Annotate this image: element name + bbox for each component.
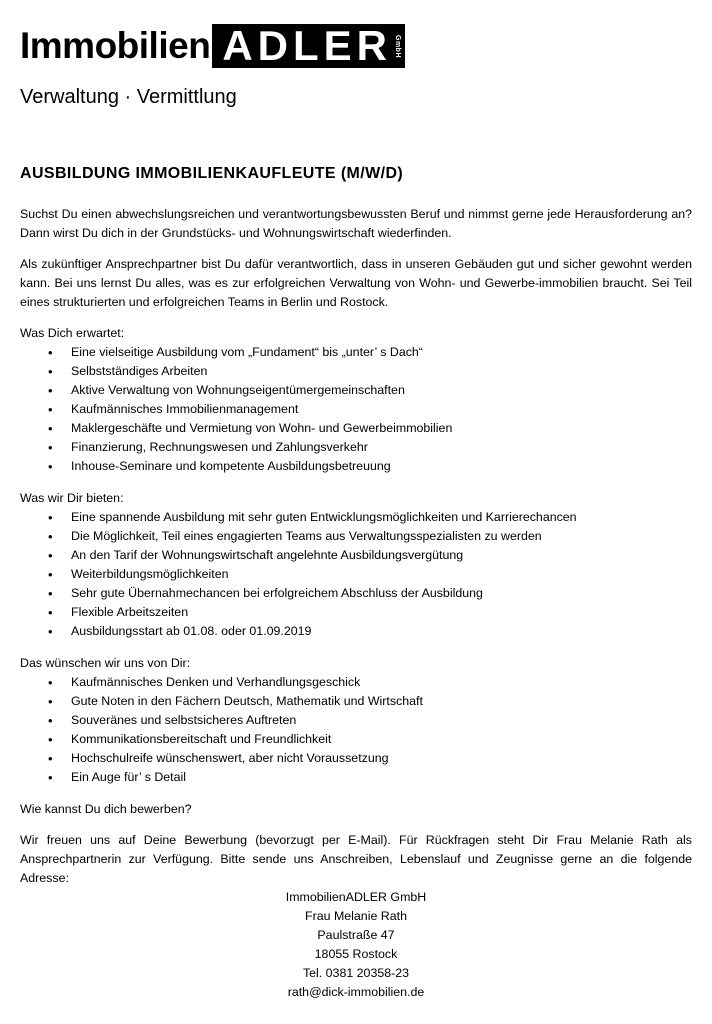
intro-paragraph: Als zukünftiger Ansprechpartner bist Du dafür verantwortlich, dass in unseren Gebäuden gut und sicher gewohnt werden kann. Bei uns lernst Du alles, was es zur erfolgreichen Verwaltung von Wohn- und Gewerbe-immobilien braucht. Sei Teil eines strukturierten und erfolgreichen Teams in Berlin und Rostock. — [20, 257, 692, 309]
list-item: • Selbstständiges Arbeiten — [20, 362, 692, 381]
logo-gmbh: GmbH — [393, 34, 401, 58]
apply-question: Wie kannst Du dich bewerben? — [20, 802, 192, 816]
list-item: • Kommunikationsbereitschaft und Freundlichkeit — [20, 730, 692, 749]
list-item: • Maklergeschäfte und Vermietung von Wohn- und Gewerbeimmobilien — [20, 419, 692, 438]
section-heading-expectations: Was Dich erwartet: — [20, 326, 125, 340]
list-item: • Hochschulreife wünschenswert, aber nicht Voraussetzung — [20, 749, 692, 768]
section-heading-requirements: Das wünschen wir uns von Dir: — [20, 656, 191, 670]
list-item: • Ausbildungsstart ab 01.08. oder 01.09.2019 — [20, 622, 692, 641]
list-item: • An den Tarif der Wohnungswirtschaft angelehnte Ausbildungsvergütung — [20, 546, 692, 565]
letterhead — [20, 24, 405, 109]
list-item: • Ein Auge für’ s Detail — [20, 768, 692, 787]
list-item: • Sehr gute Übernahmechancen bei erfolgreichem Abschluss der Ausbildung — [20, 584, 692, 603]
list-item: • Souveränes und selbstsicheres Auftreten — [20, 711, 692, 730]
list-item: • Aktive Verwaltung von Wohnungseigentümergemeinschaften — [20, 381, 692, 400]
address-contact: Frau Melanie Rath — [305, 909, 407, 923]
address-street: Paulstraße 47 — [317, 928, 395, 942]
offers-list — [20, 508, 692, 641]
expectations-list — [20, 343, 692, 476]
contact-address — [20, 888, 692, 1002]
list-item: • Weiterbildungsmöglichkeiten — [20, 565, 692, 584]
job-posting — [20, 164, 692, 1002]
tagline: Verwaltung · Vermittlung — [20, 86, 237, 108]
apply-text: Wir freuen uns auf Deine Bewerbung (bevorzugt per E-Mail). Für Rückfragen steht Dir Frau Melanie Rath als Ansprechpartnerin zur Verfügung. Bitte sende uns Anschreiben, Lebenslauf und Zeugnisse gerne an die folgende Adresse: — [20, 833, 692, 885]
address-city: 18055 Rostock — [314, 947, 398, 961]
requirements-list — [20, 673, 692, 787]
company-logo — [20, 24, 405, 68]
list-item: • Die Möglichkeit, Teil eines engagierten Teams aus Verwaltungsspezialisten zu werden — [20, 527, 692, 546]
list-item: • Kaufmännisches Immobilienmanagement — [20, 400, 692, 419]
list-item: • Finanzierung, Rechnungswesen und Zahlungsverkehr — [20, 438, 692, 457]
list-item: • Flexible Arbeitszeiten — [20, 603, 692, 622]
address-email[interactable]: rath@dick-immobilien.de — [287, 985, 425, 999]
address-company: ImmobilienADLER GmbH — [285, 890, 427, 904]
list-item: • Gute Noten in den Fächern Deutsch, Mathematik und Wirtschaft — [20, 692, 692, 711]
list-item: • Eine vielseitige Ausbildung vom „Fundament“ bis „unter’ s Dach“ — [20, 343, 692, 362]
logo-brand-box — [212, 24, 405, 68]
logo-word: Immobilien — [20, 25, 211, 66]
section-heading-offers: Was wir Dir bieten: — [20, 491, 124, 505]
address-phone: Tel. 0381 20358-23 — [302, 966, 410, 980]
list-item: • Inhouse-Seminare und kompetente Ausbildungsbetreuung — [20, 457, 692, 476]
logo-brand: ADLER — [222, 22, 392, 69]
list-item: • Kaufmännisches Denken und Verhandlungsgeschick — [20, 673, 692, 692]
intro-paragraph: Suchst Du einen abwechslungsreichen und verantwortungsbewussten Beruf und nimmst gerne jede Herausforderung an? Dann wirst Du dich in der Grundstücks- und Wohnungswirtschaft wiederfinden. — [20, 207, 692, 240]
posting-title: AUSBILDUNG IMMOBILIENKAUFLEUTE (M/W/D) — [20, 165, 404, 182]
list-item: • Eine spannende Ausbildung mit sehr guten Entwicklungsmöglichkeiten und Karrierechancen — [20, 508, 692, 527]
